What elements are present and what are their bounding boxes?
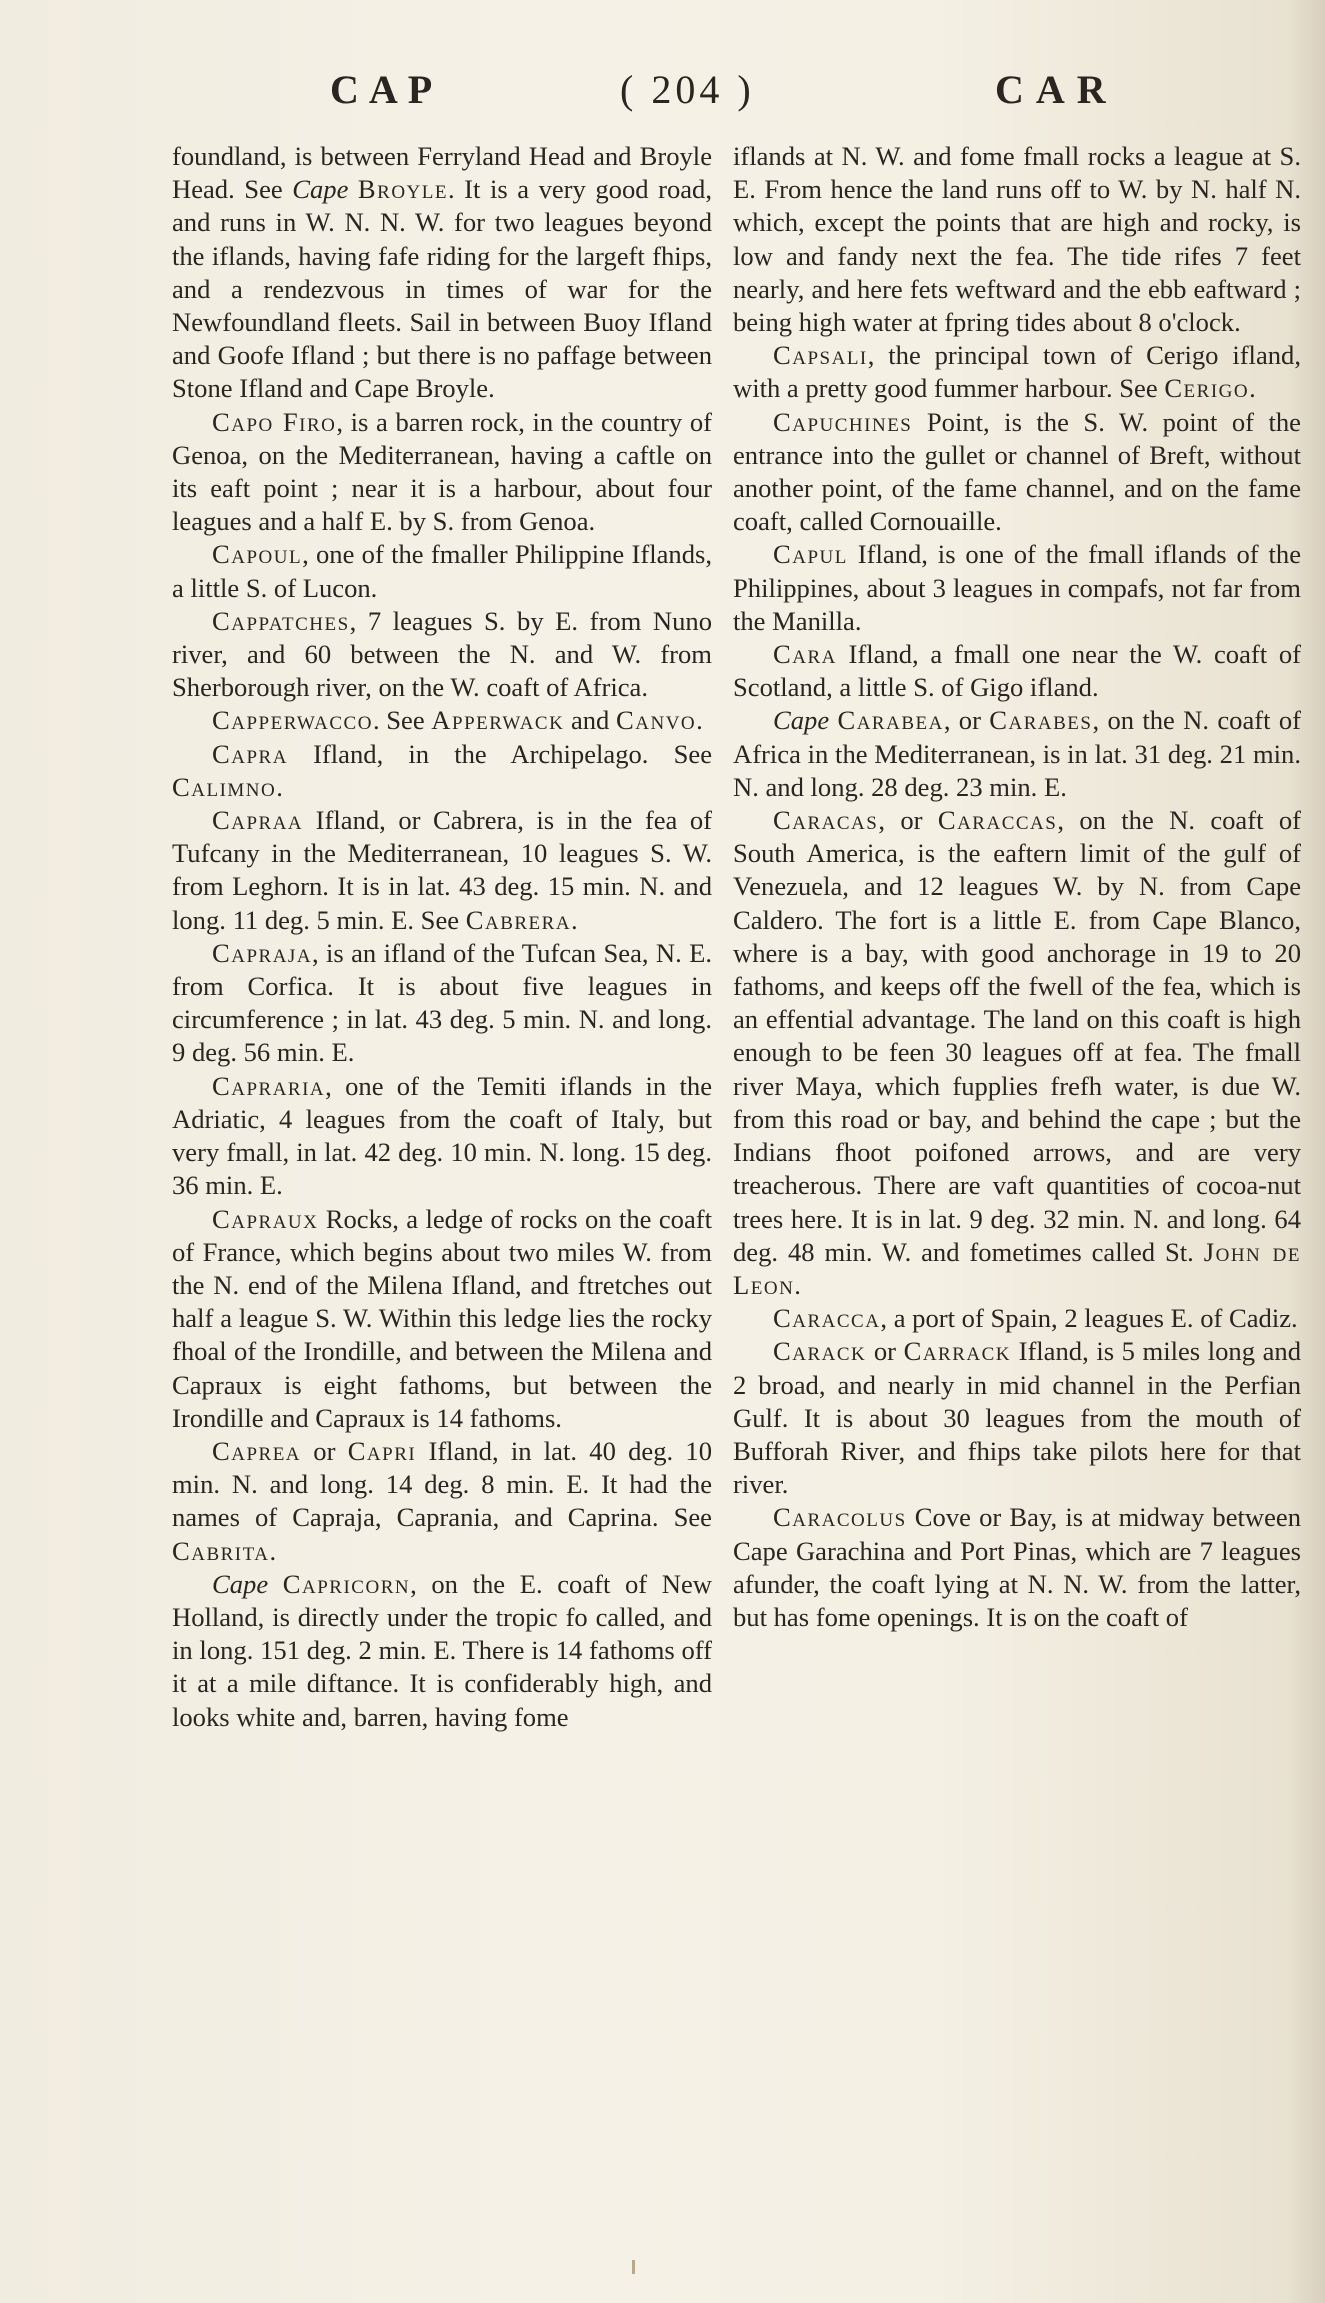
entry-headword: Caracca [773, 1303, 881, 1334]
gazetteer-entry [733, 704, 1301, 804]
entry-headword: Cabrera [465, 904, 572, 935]
entry-text: . [696, 705, 703, 736]
gazetteer-entry [172, 538, 712, 604]
entry-text: , a port of Spain, 2 leagues E. of Cadiz. [880, 1303, 1298, 1334]
entry-text: Ifland, in the Archipelago. See [287, 738, 712, 769]
entry-text: , or [943, 705, 990, 736]
entry-text: . See [372, 705, 432, 736]
gazetteer-entry [172, 406, 712, 539]
entry-text: Ifland, or Cabrera, is in the fea of Tufcany in the Mediterranean, 10 leagues S. W. from Leghorn. It is in lat. 43 deg. 15 min. N. and long. 11 deg. 5 min. E. See [172, 805, 712, 935]
entry-text: and [564, 705, 617, 736]
running-header [0, 66, 1325, 126]
entry-text: , one of the Temiti iflands in the Adriatic, 4 leagues from the coaft of Italy, but very fmall, in lat. 42 deg. 10 min. N. long. 15 deg. 36 min. E. [172, 1070, 712, 1201]
entry-text: . [571, 904, 578, 935]
entry-text: , on the N. coaft of South America, is the eaftern limit of the gulf of Venezuela, and 12 leagues W. by N. from Cape Caldero. The fort is a little E. from Cape Blanco, where is a bay, with good anchorage in 19 to 20 fathoms, and keeps off the fwell of the fea, which is an effential advantage. The land on this coaft is high enough to be feen 30 leagues off at fea. The fmall river Maya, which fupplies frefh water, is due W. from this road or bay, and behind the cape ; but the Indians fhoot poifoned arrows, and are very treacherous. There are vaft quantities of cocoa-nut trees here. It is in lat. 9 deg. 32 min. N. and long. 64 deg. 48 min. W. and fometimes called St. [733, 805, 1301, 1267]
entry-headword: Caracas [773, 805, 879, 836]
gazetteer-entry [172, 1568, 712, 1734]
entry-headword: Caracolus [773, 1502, 907, 1533]
gazetteer-entry [172, 804, 712, 937]
entry-headword: Carrack [903, 1336, 1011, 1367]
entry-headword: Cerigo [1164, 373, 1250, 404]
gazetteer-entry [172, 937, 712, 1070]
entry-text: or [866, 1336, 904, 1367]
entry-text [348, 174, 358, 204]
entry-text: Ifland, is 5 miles long and 2 broad, and nearly in mid channel in the Perfian Gulf. It is about 30 leagues from the mouth of Bufforah River, and fhips take pilots here for that river. [733, 1336, 1301, 1500]
entry-text: or [301, 1435, 348, 1466]
entry-headword: Cara [773, 639, 837, 670]
gazetteer-entry [172, 738, 712, 804]
gazetteer-entry [733, 804, 1301, 1302]
italic-text: Cape [212, 1568, 269, 1599]
gazetteer-entry [733, 406, 1301, 539]
page-number: ( 204 ) [620, 67, 755, 112]
entry-text: Rocks, a ledge of rocks on the coaft of France, which begins about two miles W. from the N. end of the Milena Ifland, and ftretches out half a league S. W. Within this ledge lies the rocky fhoal of the Irondille, and between the Milena and Capraux is eight fathoms, but between the Irondille and Capraux is 14 fathoms. [172, 1203, 712, 1433]
entry-text: , the principal town of Cerigo ifland, with a pretty good fummer harbour. See [733, 340, 1301, 404]
continued-text [733, 140, 1301, 339]
entry-headword: Capul [773, 539, 848, 570]
entry-text [268, 1569, 283, 1599]
right-text-column [733, 140, 1301, 1634]
gazetteer-entry [733, 1302, 1301, 1335]
gazetteer-entry [733, 538, 1301, 638]
gutter-mark [632, 2260, 635, 2274]
entry-headword: Capuchines [773, 406, 913, 437]
entry-text: . [794, 1269, 801, 1300]
entry-text: , is a barren rock, in the country of Genoa, on the Mediterranean, having a caftle on its eaft point ; near it is a harbour, about four leagues and a half E. by S. from Genoa. [172, 406, 712, 537]
header-right-guide-word: CAR [995, 67, 1118, 112]
entry-headword: Capra [212, 738, 288, 769]
entry-headword: Caraccas [937, 805, 1058, 836]
entry-headword: Capricorn [282, 1568, 411, 1599]
entry-headword: Canvo [616, 705, 697, 736]
continued-text [172, 140, 712, 406]
gazetteer-entry [733, 1501, 1301, 1634]
entry-text: , is an ifland of the Tufcan Sea, N. E. from Corfica. It is about five leagues in circumference ; in lat. 43 deg. 5 min. N. and long. 9 deg. 56 min. E. [172, 937, 712, 1068]
entry-text: , 7 leagues S. by E. from Nuno river, and 60 between the N. and W. from Sherborough river, on the W. coaft of Africa. [172, 605, 712, 703]
entry-headword: Capraria [212, 1070, 326, 1101]
entry-headword: Capoul [212, 539, 303, 570]
entry-headword: Capraa [212, 805, 304, 836]
left-text-column [172, 140, 712, 1734]
entry-text: . [1249, 373, 1256, 404]
entry-headword: Cappatches [212, 605, 350, 636]
entry-text: . [269, 1535, 277, 1566]
header-left-guide-word: CAP [330, 67, 443, 112]
gazetteer-entry [733, 638, 1301, 704]
entry-text: . It is a very good road, and runs in W. N. N. W. for two leagues beyond the iflands, having fafe riding for the largeft fhips, and a rendezvous in times of war for the Newfoundland fleets. Sail in between Buoy Ifland and Goofe Ifland ; but there is no paffage between Stone Ifland and Cape Broyle. [172, 174, 713, 404]
gazetteer-entry [172, 605, 712, 705]
entry-headword: Broyle [357, 174, 448, 205]
entry-text: , on the N. coaft of Africa in the Mediterranean, is in lat. 31 deg. 21 min. N. and long. 28 deg. 23 min. E. [733, 705, 1301, 802]
entry-headword: Capri [347, 1435, 417, 1466]
entry-headword: Carabea [837, 705, 944, 736]
entry-text: , or [878, 805, 938, 836]
entry-headword: Capperwacco [212, 705, 373, 736]
entry-text: Point, is the S. W. point of the entrance into the gullet or channel of Breft, without another point, of the fame channel, and on the fame coaft, called Cornouaille. [733, 406, 1301, 537]
gazetteer-entry [733, 339, 1301, 405]
entry-headword: Capraja [212, 937, 313, 968]
entry-headword: Cabrita [172, 1535, 270, 1566]
gazetteer-entry [172, 1203, 712, 1435]
entry-text: . [276, 771, 283, 802]
gazetteer-entry [172, 704, 712, 737]
entry-text: Ifland, a fmall one near the W. coaft of Scotland, a little S. of Gigo ifland. [733, 639, 1301, 703]
entry-text: foundland, is between Ferryland Head and Broyle Head. See [172, 141, 712, 205]
entry-headword: Caprea [212, 1435, 302, 1466]
gazetteer-entry [172, 1070, 712, 1203]
entry-text: Cove or Bay, is at midway between Cape Garachina and Port Pinas, which are 7 leagues afunder, the coaft lying at N. N. W. from the latter, but has fome openings. It is on the coaft of [733, 1502, 1301, 1632]
entry-headword: John de Leon [733, 1236, 1302, 1300]
gazetteer-entry [172, 1435, 712, 1568]
entry-text: , on the E. coaft of New Holland, is directly under the tropic fo called, and in long. 151 deg. 2 min. E. There is 14 fathoms off it at a mile diftance. It is confiderably high, and looks white and, barren, having fome [172, 1568, 713, 1732]
entry-headword: Carabes [989, 705, 1093, 736]
entry-text: iflands at N. W. and fome fmall rocks a league at S. E. From hence the land runs off to W. by N. half N. which, except the points that are high and rocky, is low and fandy next the fea. The tide rifes 7 feet nearly, and here fets weftward and the ebb eaftward ; being high water at fpring tides about 8 o'clock. [733, 141, 1301, 338]
entry-headword: Capraux [212, 1203, 319, 1234]
entry-headword: Calimno [172, 771, 277, 802]
entry-text: Ifland, is one of the fmall iflands of the Philippines, about 3 leagues in compafs, not far from the Manilla. [733, 539, 1301, 636]
entry-text: Ifland, in lat. 40 deg. 10 min. N. and long. 14 deg. 8 min. E. It had the names of Capraja, Caprania, and Caprina. See [172, 1435, 713, 1533]
italic-text: Cape [292, 174, 349, 205]
entry-text: , one of the fmaller Philippine Iflands, a little S. of Lucon. [172, 539, 712, 603]
gazetteer-entry [733, 1335, 1301, 1501]
entry-headword: Carack [773, 1336, 867, 1367]
entry-headword: Apperwack [431, 705, 565, 736]
entry-headword: Capo Firo [212, 406, 337, 437]
entry-headword: Capsali [773, 340, 868, 371]
italic-text: Cape [773, 705, 830, 736]
